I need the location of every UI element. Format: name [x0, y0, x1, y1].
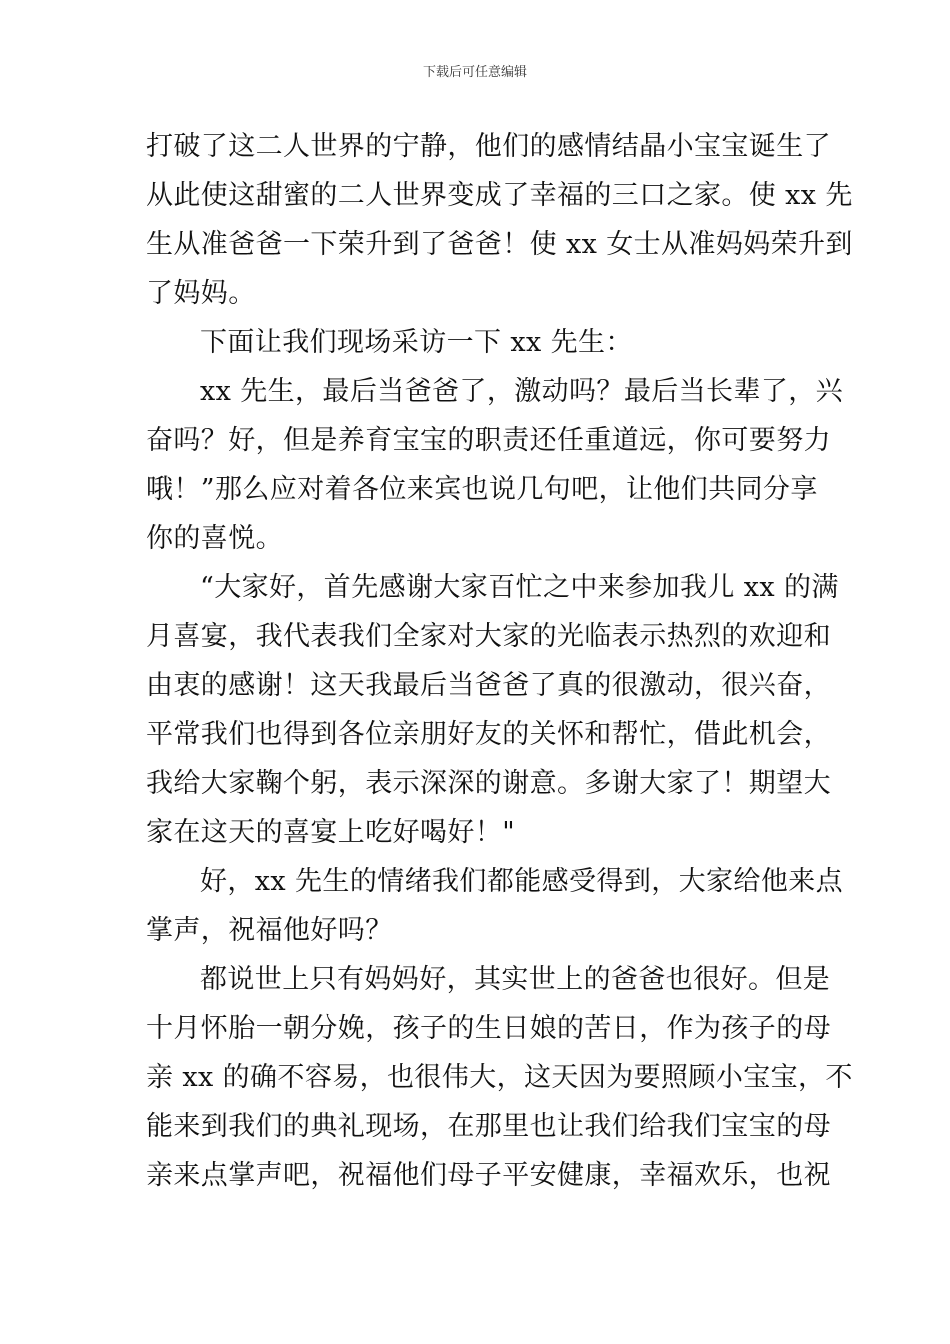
text-line: 月喜宴，我代表我们全家对大家的光临表示热烈的欢迎和 — [146, 621, 831, 652]
text-line: 家在这天的喜宴上吃好喝好！" — [146, 817, 516, 848]
text-line: 十月怀胎一朝分娩，孩子的生日娘的苦日，作为孩子的母 — [146, 1013, 831, 1044]
text-line: 了妈妈。 — [146, 278, 256, 309]
text-line: 平常我们也得到各位亲朋好友的关怀和帮忙，借此机会， — [146, 719, 831, 750]
text-line: 下面让我们现场采访一下 xx 先生： — [200, 327, 633, 358]
text-line: 从此使这甜蜜的二人世界变成了幸福的三口之家。使 xx 先 — [146, 180, 853, 211]
text-line: 打破了这二人世界的宁静，他们的感情结晶小宝宝诞生了 — [146, 131, 831, 162]
text-line: 掌声，祝福他好吗？ — [146, 915, 393, 946]
page-header: 下载后可任意编辑 — [422, 65, 527, 80]
text-line: xx 先生，最后当爸爸了，激动吗？最后当长辈了，兴 — [200, 376, 844, 407]
text-line: 都说世上只有妈妈好，其实世上的爸爸也很好。但是 — [200, 964, 831, 995]
text-line: 亲 xx 的确不容易，也很伟大，这天因为要照顾小宝宝，不 — [146, 1062, 853, 1093]
text-line: 好，xx 先生的情绪我们都能感受得到，大家给他来点 — [200, 866, 844, 897]
text-line: 你的喜悦。 — [146, 523, 283, 554]
document-body — [146, 122, 853, 1200]
text-line: “大家好，首先感谢大家百忙之中来参加我儿 xx 的满 — [200, 572, 839, 603]
text-line: 能来到我们的典礼现场，在那里也让我们给我们宝宝的母 — [146, 1111, 831, 1142]
text-line: 亲来点掌声吧，祝福他们母子平安健康，幸福欢乐，也祝 — [146, 1160, 831, 1191]
text-line: 生从准爸爸一下荣升到了爸爸！使 xx 女士从准妈妈荣升到 — [146, 229, 853, 260]
text-line: 奋吗？好，但是养育宝宝的职责还任重道远，你可要努力 — [146, 425, 831, 456]
text-line: 我给大家鞠个躬，表示深深的谢意。多谢大家了！期望大 — [146, 768, 831, 799]
text-line: 哦！”那么应对着各位来宾也说几句吧，让他们共同分享 — [146, 474, 818, 505]
text-line: 由衷的感谢！这天我最后当爸爸了真的很激动，很兴奋， — [146, 670, 831, 701]
